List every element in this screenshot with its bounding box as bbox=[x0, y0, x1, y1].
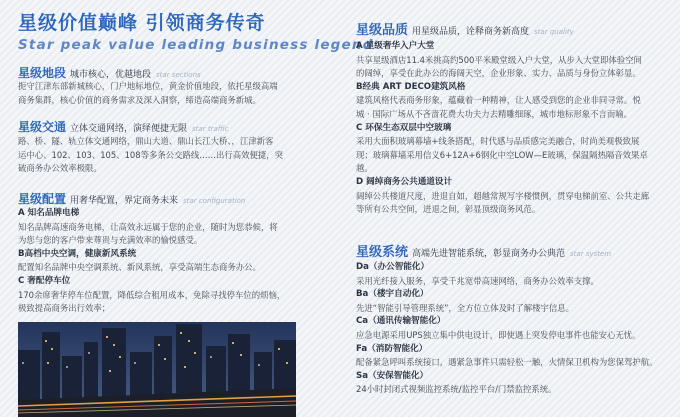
text-line: 极致提高商务出行效率； bbox=[18, 303, 111, 314]
text-line: 运中心、102、103、105、108等多条公交路线……出行高效便捷，突 bbox=[18, 149, 283, 160]
system-item-title: Fa（消防智能化） bbox=[356, 343, 428, 354]
quality-heading-en: star quality bbox=[534, 28, 574, 36]
location-body bbox=[18, 80, 278, 107]
location-subheading: 城市核心，优越地段 bbox=[70, 70, 152, 80]
text-line: 应急电源采用UPS独立集中供电设计，即使遇上突发停电事件也能安心无忧。 bbox=[356, 329, 641, 340]
text-line: 知名品牌高速商务电梯，让高效永远属于您的企业，随时为您恭候，将 bbox=[18, 221, 278, 232]
traffic-subheading: 立体交通网络，演绎便捷无限 bbox=[70, 124, 188, 134]
text-line: 采用光纤接入服务，享受千兆宽带高速网络，商务办公效率支撑。 bbox=[356, 275, 599, 286]
location-heading: 星级地段 bbox=[18, 66, 67, 80]
text-line: 为您与您的客户带来尊贵与充满效率的愉悦感受。 bbox=[18, 235, 203, 246]
text-line: 先进“智能引导管理系统”，全方位立体及时了解楼宇信息。 bbox=[356, 302, 575, 313]
config-item-title: C 奢配停车位 bbox=[18, 275, 71, 286]
traffic-body bbox=[18, 135, 283, 176]
text-line: 扼守江津东部新城核心，门户地标地位，黄金价值地段，依托星级高端 bbox=[18, 81, 278, 91]
city-night-photo bbox=[18, 322, 296, 417]
text-line: 破商务办公效率极限。 bbox=[18, 163, 102, 174]
config-heading: 星级配置 bbox=[18, 192, 67, 206]
system-item-title: Da（办公智能化） bbox=[356, 262, 430, 272]
page-title: 星级价值巅峰 引领商务传奇 bbox=[18, 12, 266, 34]
location-heading-en: star sections bbox=[156, 71, 201, 79]
quality-section-heading bbox=[356, 21, 574, 40]
text-line: 商务集群，核心价值的商务需求及深入洞察，缔造高端商务新城。 bbox=[18, 94, 261, 105]
quality-subheading: 用星级品质，诠释商务新高度 bbox=[412, 27, 530, 37]
text-line: 建筑风格代表商务形象，蕴藏着一种精神，让人感受到您的企业非同寻常。悦 bbox=[356, 95, 641, 106]
quality-heading: 星级品质 bbox=[356, 23, 409, 38]
system-heading: 星级系统 bbox=[356, 245, 409, 260]
text-line: 共享星级酒店11.4米挑高约500平米殿堂级入户大堂，从步入大堂即体验空间 bbox=[356, 54, 642, 65]
traffic-heading: 星级交通 bbox=[18, 120, 67, 134]
quality-item-title: B经典 ART DECO建筑风格 bbox=[356, 81, 466, 92]
system-section-heading bbox=[356, 243, 611, 262]
system-item-title: Ba（楼宇自动化） bbox=[356, 289, 429, 300]
text-line: 配置知名品牌中央空调系统、新风系统，享受高端生态商务办公。 bbox=[18, 262, 261, 273]
system-heading-en: star system bbox=[570, 250, 612, 258]
text-line: 现；玻璃幕墙采用信义6+12A+6钢化中空LOW—E玻璃，保温隔热隔音效果卓 bbox=[356, 149, 648, 160]
config-item-title: A 知名品牌电梯 bbox=[18, 208, 80, 218]
text-line: 城 · 国际广场从不吝啬花费大功夫力去精雕细琢，城市地标形象不言而喻。 bbox=[356, 108, 632, 119]
config-item-title: B高档中央空调，健康新风系统 bbox=[18, 248, 137, 259]
config-heading-en: star configuration bbox=[183, 197, 246, 205]
system-subheading: 高端先进智能系统，彰显商务办公典范 bbox=[412, 249, 566, 259]
config-list bbox=[18, 207, 285, 316]
page-subtitle-en: Star peak value leading business legend bbox=[18, 37, 374, 53]
text-line: 170余席奢华停车位配置，降低综合租用成本，免除寻找停车位的烦恼， bbox=[18, 289, 286, 300]
system-item-title: Sa（安保智能化） bbox=[356, 370, 429, 381]
config-subheading: 用奢华配置，界定商务未来 bbox=[70, 196, 179, 206]
quality-list bbox=[356, 40, 649, 217]
system-list bbox=[356, 261, 658, 397]
system-item-title: Ca（通讯传输智能化） bbox=[356, 316, 446, 327]
text-line: 24小时封闭式视频监控系统/监控平台/门禁监控系统。 bbox=[356, 384, 557, 395]
quality-item-title: C 环保生态双层中空玻璃 bbox=[356, 122, 452, 133]
traffic-heading-en: star traffic bbox=[192, 125, 229, 133]
text-line: 的阔绰，享受在此办公的海阔天空，企业形象、实力、品质与身份立体彰显。 bbox=[356, 68, 641, 79]
text-line: 等所有公共空间，进退之间，彰显顶级商务风范。 bbox=[356, 204, 541, 215]
text-line: 阔绰公共楼道尺度，进退自如，超越常规写字楼惯例，贯穿电梯前室、公共走廊 bbox=[356, 190, 650, 201]
text-line: 路、桥、隧、轨立体交通网络，鼎山大道、鼎山长江大桥、，江津新客 bbox=[18, 136, 274, 146]
text-line: 采用大面积玻璃幕墙+线条搭配，时代感与品质感完美融合，时尚美观极致展 bbox=[356, 136, 640, 147]
quality-item-title: A 星级奢华入户大堂 bbox=[356, 41, 435, 51]
text-line: 配备紧急呼叫系统接口，遇紧急事件只需轻松一触，火情保卫机构为您保驾护航。 bbox=[356, 357, 658, 368]
quality-item-title: D 阔绰商务公共通道设计 bbox=[356, 176, 453, 187]
text-line: 越。 bbox=[356, 163, 373, 174]
